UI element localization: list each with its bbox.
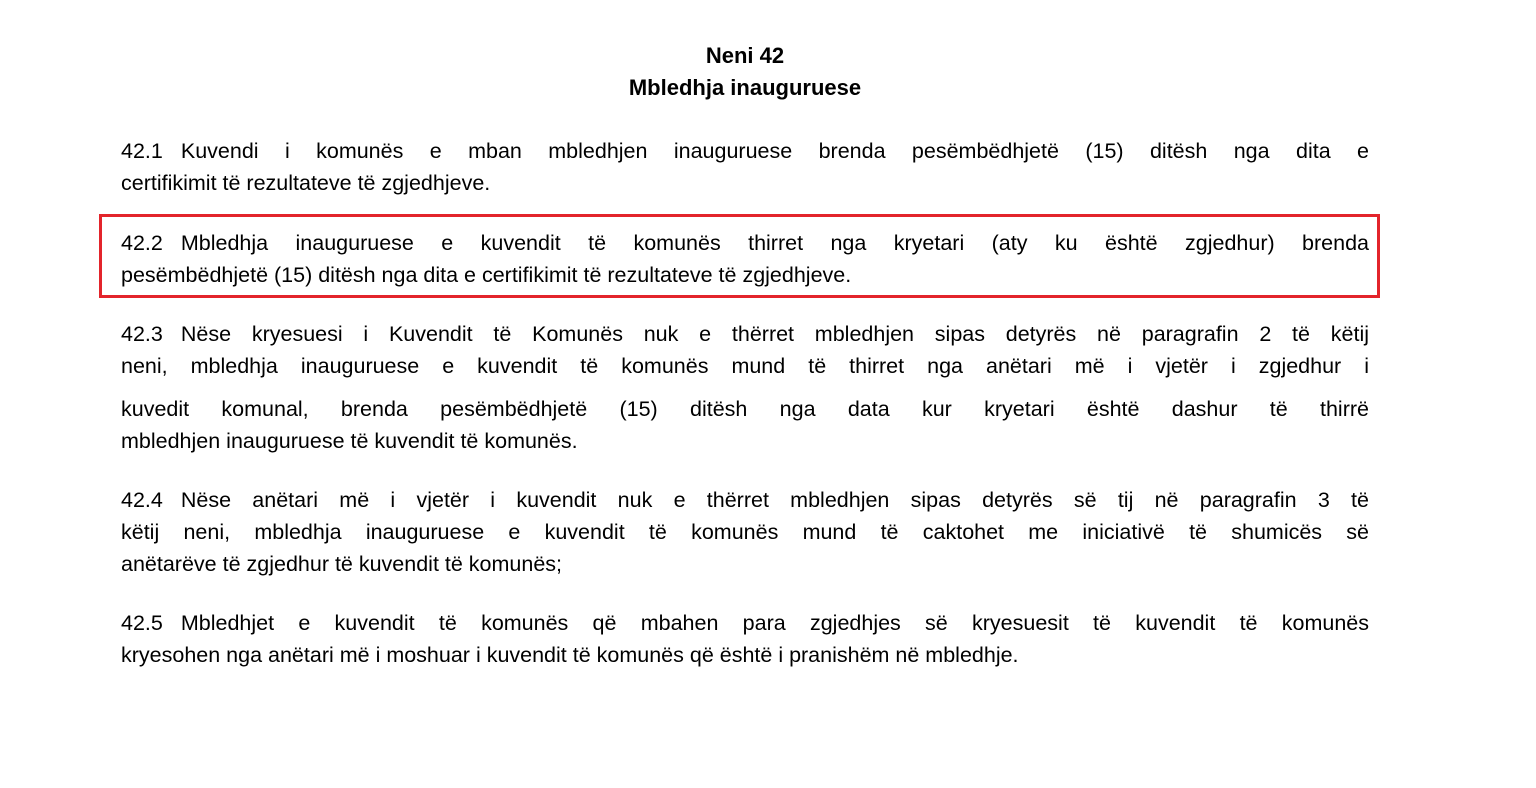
paragraph-text: Kuvendi i komunës e mban mbledhjen inauguruese brenda pesëmbëdhjetë (15) ditësh nga dita e <box>180 139 1369 163</box>
paragraph-42-2 <box>121 227 1369 291</box>
article-number: Neni 42 <box>705 43 785 68</box>
paragraph-42-4 <box>121 484 1369 580</box>
paragraph-line <box>121 607 1369 639</box>
paragraph-line <box>121 227 1369 259</box>
paragraph-line: kryesohen nga anëtari më i moshuar i kuvendit të komunës që është i pranishëm në mbledhje. <box>121 643 1019 667</box>
paragraph-42-5 <box>121 607 1369 671</box>
paragraph-number: 42.1 <box>121 139 163 163</box>
article-title: Mbledhja inauguruese <box>628 75 862 100</box>
paragraph-number: 42.3 <box>121 322 163 346</box>
paragraph-line: mbledhjen inauguruese të kuvendit të komunës. <box>121 429 578 453</box>
paragraph-line: certifikimit të rezultateve të zgjedhjeve. <box>121 171 491 195</box>
paragraph-text: Nëse kryesuesi i Kuvendit të Komunës nuk e thërret mbledhjen sipas detyrës në paragrafin 2 të këtij <box>180 322 1369 346</box>
paragraph-line: kuvedit komunal, brenda pesëmbëdhjetë (15) ditësh nga data kur kryetari është dashur të thirrë <box>121 397 1369 421</box>
paragraph-number: 42.5 <box>121 611 163 635</box>
paragraph-number: 42.4 <box>121 488 163 512</box>
paragraph-line <box>121 484 1369 516</box>
paragraph-42-3-continued <box>121 393 1369 457</box>
paragraph-line <box>121 135 1369 167</box>
paragraph-line: neni, mbledhja inauguruese e kuvendit të komunës mund të thirret nga anëtari më i vjetër i zgjedhur i <box>121 354 1369 378</box>
paragraph-text: Mbledhjet e kuvendit të komunës që mbahen para zgjedhjes së kryesuesit të kuvendit të komunës <box>180 611 1369 635</box>
paragraph-text: Mbledhja inauguruese e kuvendit të komunës thirret nga kryetari (aty ku është zgjedhur) brenda <box>180 231 1369 255</box>
paragraph-text: Nëse anëtari më i vjetër i kuvendit nuk e thërret mbledhjen sipas detyrës së tij në paragrafin 3 të <box>180 488 1369 512</box>
paragraph-42-1 <box>121 135 1369 199</box>
paragraph-line: pesëmbëdhjetë (15) ditësh nga dita e certifikimit të rezultateve të zgjedhjeve. <box>121 263 852 287</box>
paragraph-number: 42.2 <box>121 231 163 255</box>
paragraph-line <box>121 318 1369 350</box>
paragraph-42-3 <box>121 318 1369 382</box>
paragraph-line: anëtarëve të zgjedhur të kuvendit të komunës; <box>121 552 563 576</box>
paragraph-line: këtij neni, mbledhja inauguruese e kuvendit të komunës mund të caktohet me iniciativë të shumicës së <box>121 520 1369 544</box>
